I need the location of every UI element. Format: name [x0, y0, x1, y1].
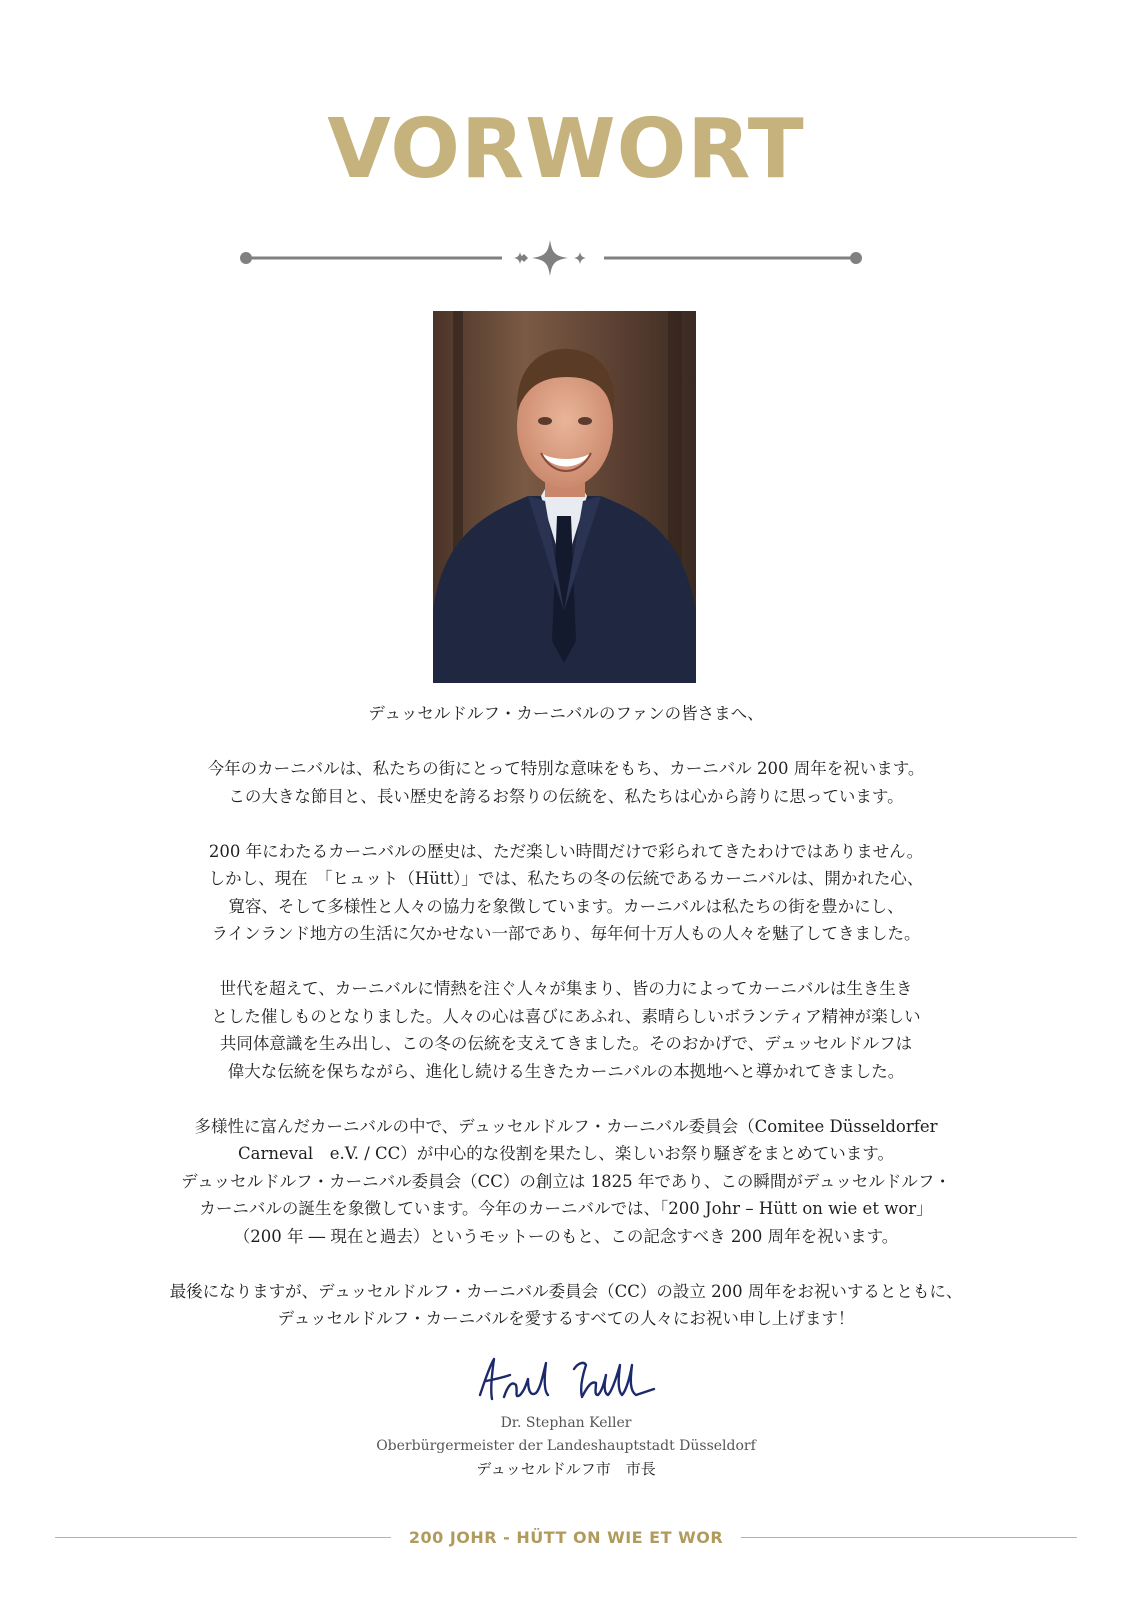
title-divider-ornament — [240, 238, 880, 278]
paragraph-line: 世代を超えて、カーニバルに情熱を注ぐ人々が集まり、皆の力によってカーニバルは生き生き — [219, 979, 913, 998]
greeting — [60, 700, 1072, 728]
page-title: VORWORT — [327, 102, 805, 197]
paragraph-line: デュッセルドルフ・カーニバルを愛するすべての人々にお祝い申し上げます！ — [277, 1309, 855, 1328]
paragraph-line: 寛容、そして多様性と人々の協力を象徴しています。カーニバルは私たちの街を豊かにし、 — [228, 896, 904, 916]
paragraph-2 — [60, 838, 1072, 948]
paragraph-line: しかし、現在 「ヒュット（Hütt）」では、私たちの冬の伝統であるカーニバルは、開かれた心、 — [208, 869, 924, 888]
paragraph-line: 今年のカーニバルは、私たちの街にとって特別な意味をもち、カーニバル 200 周年を祝います。 — [207, 759, 925, 778]
paragraph-1 — [60, 755, 1072, 810]
paragraph-line: 偉大な伝統を保ちながら、進化し続ける生きたカーニバルの本拠地へと導かれてきました。 — [227, 1061, 905, 1081]
paragraph-line: 共同体意識を生み出し、この冬の伝統を支えてきました。そのおかげで、デュッセルドルフは — [219, 1034, 913, 1053]
footer-motto: 200 JOHR - HÜTT ON WIE ET WOR — [408, 1527, 724, 1547]
paragraph-5 — [60, 1278, 1072, 1333]
paragraph-line: （200 年 ― 現在と過去）というモットーのもと、この記念すべき 200 周年を祝います。 — [233, 1226, 899, 1246]
page-footer — [55, 1522, 1077, 1552]
paragraph-line: とした催しものとなりました。人々の心は喜びにあふれ、素晴らしいボランティア精神が楽しい — [211, 1006, 921, 1026]
paragraph-line: Carneval e.V. / CC）が中心的な役割を果たし、楽しいお祭り騒ぎをまとめています。 — [238, 1144, 894, 1163]
signer-name: Dr. Stephan Keller — [500, 1415, 632, 1431]
footer-rule-left — [55, 1537, 391, 1538]
signer-role: Oberbürgermeister der Landeshauptstadt Düsseldorf — [376, 1438, 756, 1454]
paragraph-line: カーニバルの誕生を象徴しています。今年のカーニバルでは、「200 Johr – Hütt on wie et wor」 — [199, 1199, 933, 1218]
paragraph-line: 最後になりますが、デュッセルドルフ・カーニバル委員会（CC）の設立 200 周年をお祝いするとともに、 — [169, 1281, 963, 1301]
portrait-photo — [433, 311, 696, 683]
greeting-line: デュッセルドルフ・カーニバルのファンの皆さまへ、 — [368, 704, 764, 723]
paragraph-line: デュッセルドルフ・カーニバル委員会（CC）の創立は 1825 年であり、この瞬間がデュッセルドルフ・ — [181, 1171, 951, 1191]
paragraph-4 — [60, 1113, 1072, 1251]
signer-role-japanese: デュッセルドルフ市 市長 — [476, 1460, 656, 1478]
paragraph-line: この大きな節目と、長い歴史を誇るお祭りの伝統を、私たちは心から誇りに思っています。 — [228, 786, 904, 806]
handwritten-signature — [470, 1355, 680, 1413]
paragraph-line: 多様性に富んだカーニバルの中で、デュッセルドルフ・カーニバル委員会（Comitee Düsseldorfer — [194, 1116, 938, 1136]
signer-block — [0, 1412, 1132, 1481]
paragraph-3 — [60, 975, 1072, 1085]
paragraph-line: ラインランド地方の生活に欠かせない一部であり、毎年何十万人もの人々を魅了してきました。 — [211, 924, 921, 943]
footer-rule-right — [741, 1537, 1077, 1538]
paragraph-line: 200 年にわたるカーニバルの歴史は、ただ楽しい時間だけで彩られてきたわけではありません。 — [208, 841, 924, 861]
letter-body — [60, 700, 1072, 1360]
